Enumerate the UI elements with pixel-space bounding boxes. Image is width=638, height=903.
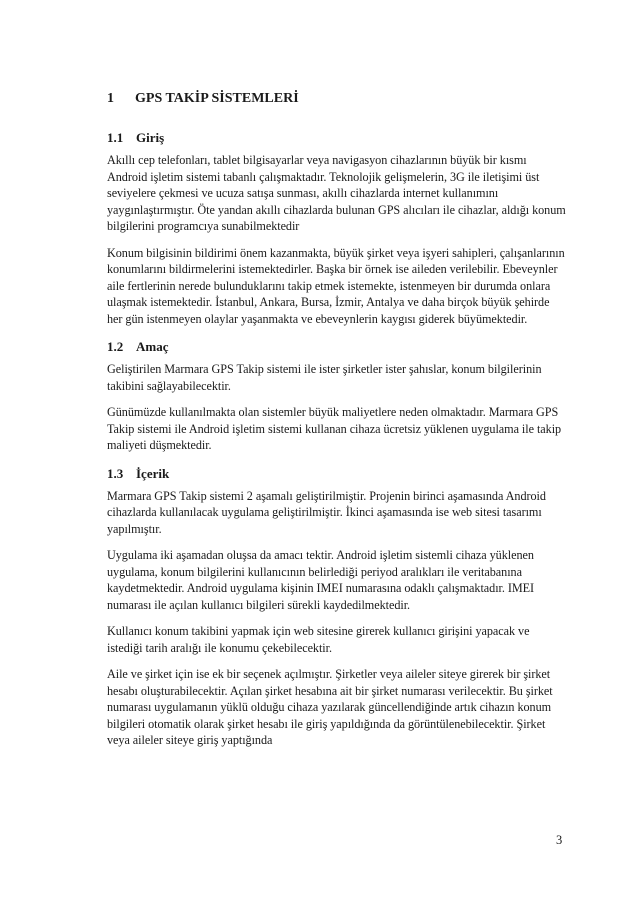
section-heading bbox=[107, 130, 567, 146]
section-number: 1.2 bbox=[107, 339, 124, 354]
section-heading bbox=[107, 339, 567, 355]
paragraph: Kullanıcı konum takibini yapmak için web sitesine girerek kullanıcı girişini yapacak ve istediği tarih aralığı ile konumu çekebilecektir. bbox=[107, 624, 530, 655]
section-number: 1.3 bbox=[107, 465, 124, 481]
chapter-number: 1 bbox=[107, 91, 114, 106]
section-icerik bbox=[107, 466, 567, 749]
section-title: İçerik bbox=[136, 465, 170, 481]
paragraph: Uygulama iki aşamadan oluşsa da amacı tektir. Android işletim sistemli cihaza yüklenen uygulama, konum bilgilerini kullanıcının belirlediği periyod aralıkları ile veritabanına kaydetmektedir. Android uygulama kişinin IMEI numarasına odaklı çalışmaktadır. IMEI numarası ile açılan kullanıcı bilgileri sürekli kaydedilmektedir. bbox=[107, 548, 535, 612]
section-title: Amaç bbox=[136, 339, 169, 354]
chapter-heading bbox=[107, 90, 567, 108]
paragraph: Günümüzde kullanılmakta olan sistemler büyük maliyetlere neden olmaktadır. Marmara GPS Takip sistemi ile Android işletim sistemi kullanan cihaza ücretsiz yüklenen uygulama ile takip maliyeti düşmektedir. bbox=[107, 405, 562, 452]
paragraph: Geliştirilen Marmara GPS Takip sistemi ile ister şirketler ister şahıslar, konum bilgilerinin takibini sağlayabilecektir. bbox=[107, 362, 542, 393]
page-content bbox=[107, 90, 567, 761]
section-heading bbox=[107, 466, 567, 482]
section-title: Giriş bbox=[136, 130, 165, 145]
paragraph: Konum bilgisinin bildirimi önem kazanmakta, büyük şirket veya işyeri sahipleri, çalışanlarının konumlarını bildirmelerini istemektedirler. Başka bir örnek ise aileden verilebilir. Ebeveynler aile fertlerinin nerede bulunduklarını takip etmek istemekte, istenmeyen bir durumda onlara ulaşmak istemektedir. İstanbul, Ankara, Bursa, İzmir, Antalya ve daha birçok büyük şehirde her gün istenmeyen olaylar yaşanmakta ve ebeveynlerin kaygısı giderek büyümektedir. bbox=[107, 245, 565, 326]
section-number: 1.1 bbox=[107, 130, 124, 145]
page-number: 3 bbox=[556, 833, 563, 847]
section-giris bbox=[107, 130, 567, 327]
paragraph: Akıllı cep telefonları, tablet bilgisayarlar veya navigasyon cihazlarının büyük bir kısmı Android işletim sistemi tabanlı çalışmaktadır. Teknolojik gelişmelerin, 3G ile iletişimi üst seviyelere çekmesi ve ucuza satışa sunması, akıllı cihazlarda internet kullanımını yaygınlaştırmıştır. Öte yandan akıllı cihazlarda bulunan GPS alıcıları ile cihazlar, aldığı konum bilgilerini programcıya sunabilmektedir bbox=[107, 153, 566, 233]
chapter-title: GPS TAKİP SİSTEMLERİ bbox=[135, 91, 299, 106]
section-amac bbox=[107, 339, 567, 454]
paragraph: Marmara GPS Takip sistemi 2 aşamalı geliştirilmiştir. Projenin birinci aşamasında Android cihazlarda kullanılacak uygulama geliştirilmiştir. İkinci aşamasında ise web sitesi tasarımı yapılmıştır. bbox=[107, 488, 546, 536]
paragraph: Aile ve şirket için ise ek bir seçenek açılmıştır. Şirketler veya aileler siteye girerek bir şirket hesabı oluşturabilecektir. Açılan şirket hesabına ait bir şirket numarası verilecektir. Bu şirket numarası uygulamanın yüklü olduğu cihaza yazılarak güncellendiğinde artık cihazın konum bilgileri otomatik olarak şirket hesabı ile giriş yapıldığında da görüntülenebilecektir. Şirket veya aileler siteye giriş yaptığında bbox=[107, 667, 553, 747]
